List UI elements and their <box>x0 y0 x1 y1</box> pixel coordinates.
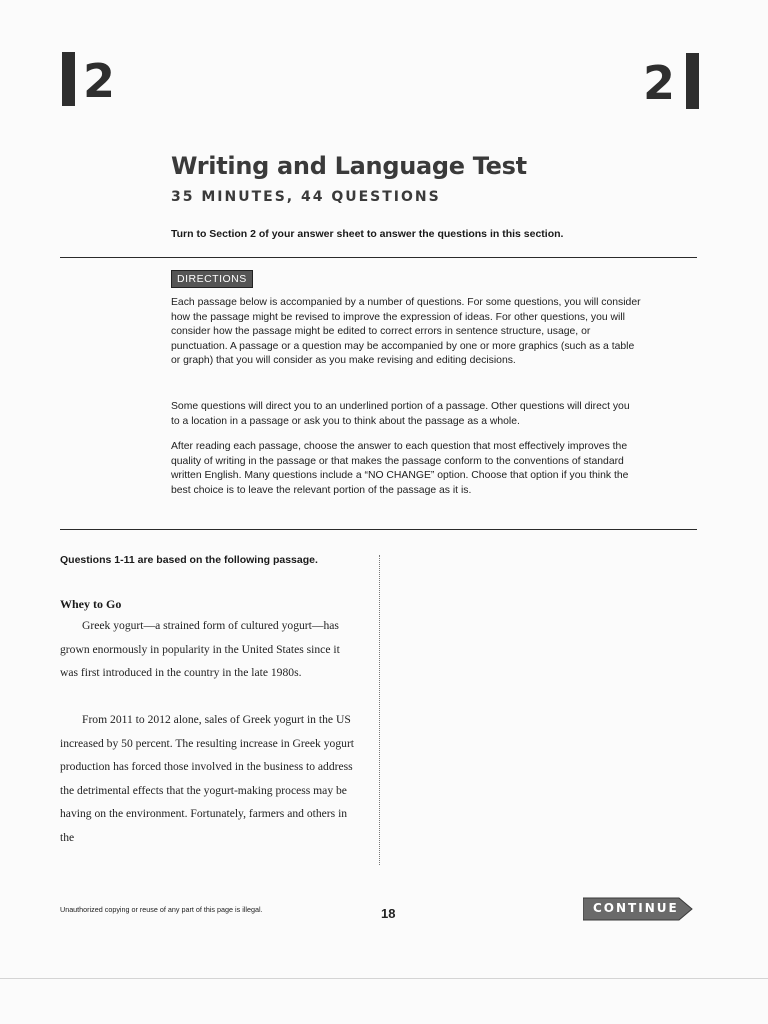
copyright-notice: Unauthorized copying or reuse of any part of this page is illegal. <box>60 905 263 914</box>
page-title: Writing and Language Test <box>171 152 527 180</box>
right-section-bar <box>686 53 699 109</box>
top-divider <box>60 257 697 258</box>
bottom-divider <box>60 529 697 530</box>
directions-paragraph-1: Each passage below is accompanied by a number of questions. For some questions, you will consider how the passage might be revised to improve the expression of ideas. For other questions, you will consider how the passage might be edited to correct errors in sentence structure, usage, or punctuation. A passage or a question may be accompanied by one or more graphics (such as a table or graph) that you will consider as you make revising and editing decisions. <box>171 297 641 367</box>
continue-button[interactable] <box>583 897 693 921</box>
directions-paragraph-3: After reading each passage, choose the answer to each question that most effectively improves the quality of writing in the passage or that makes the passage conform to the conventions of standard written English. Many questions include a “NO CHANGE” option. Choose that option if you think the best choice is to leave the relevant portion of the passage as it is. <box>171 441 629 496</box>
left-section-bar <box>62 52 75 106</box>
left-section-number: 2 <box>83 54 116 108</box>
passage-paragraph-1: Greek yogurt—a strained form of cultured yogurt—has grown enormously in popularity in the United States since it was first introduced in the country in the late 1980s. <box>60 619 340 680</box>
page-number: 18 <box>381 906 396 921</box>
column-divider <box>379 555 380 865</box>
page-subtitle: 35 MINUTES, 44 QUESTIONS <box>171 189 441 205</box>
continue-label: CONTINUE <box>593 901 679 915</box>
passage-paragraph-2: From 2011 to 2012 alone, sales of Greek yogurt in the US increased by 50 percent. The resulting increase in Greek yogurt production has forced those involved in the business to address the detrimental effects that the yogurt-making process may be having on the environment. Fortunately, farmers and others in the <box>60 713 355 844</box>
right-section-number: 2 <box>643 56 676 110</box>
directions-paragraph-2: Some questions will direct you to an underlined portion of a passage. Other questions will direct you to a location in a passage or ask you to think about the passage as a whole. <box>171 401 630 427</box>
section-instruction: Turn to Section 2 of your answer sheet to answer the questions in this section. <box>171 228 564 240</box>
passage-title: Whey to Go <box>60 597 122 611</box>
questions-heading: Questions 1-11 are based on the following passage. <box>60 554 318 566</box>
page-edge-line <box>0 978 768 979</box>
directions-badge: DIRECTIONS <box>171 270 253 288</box>
